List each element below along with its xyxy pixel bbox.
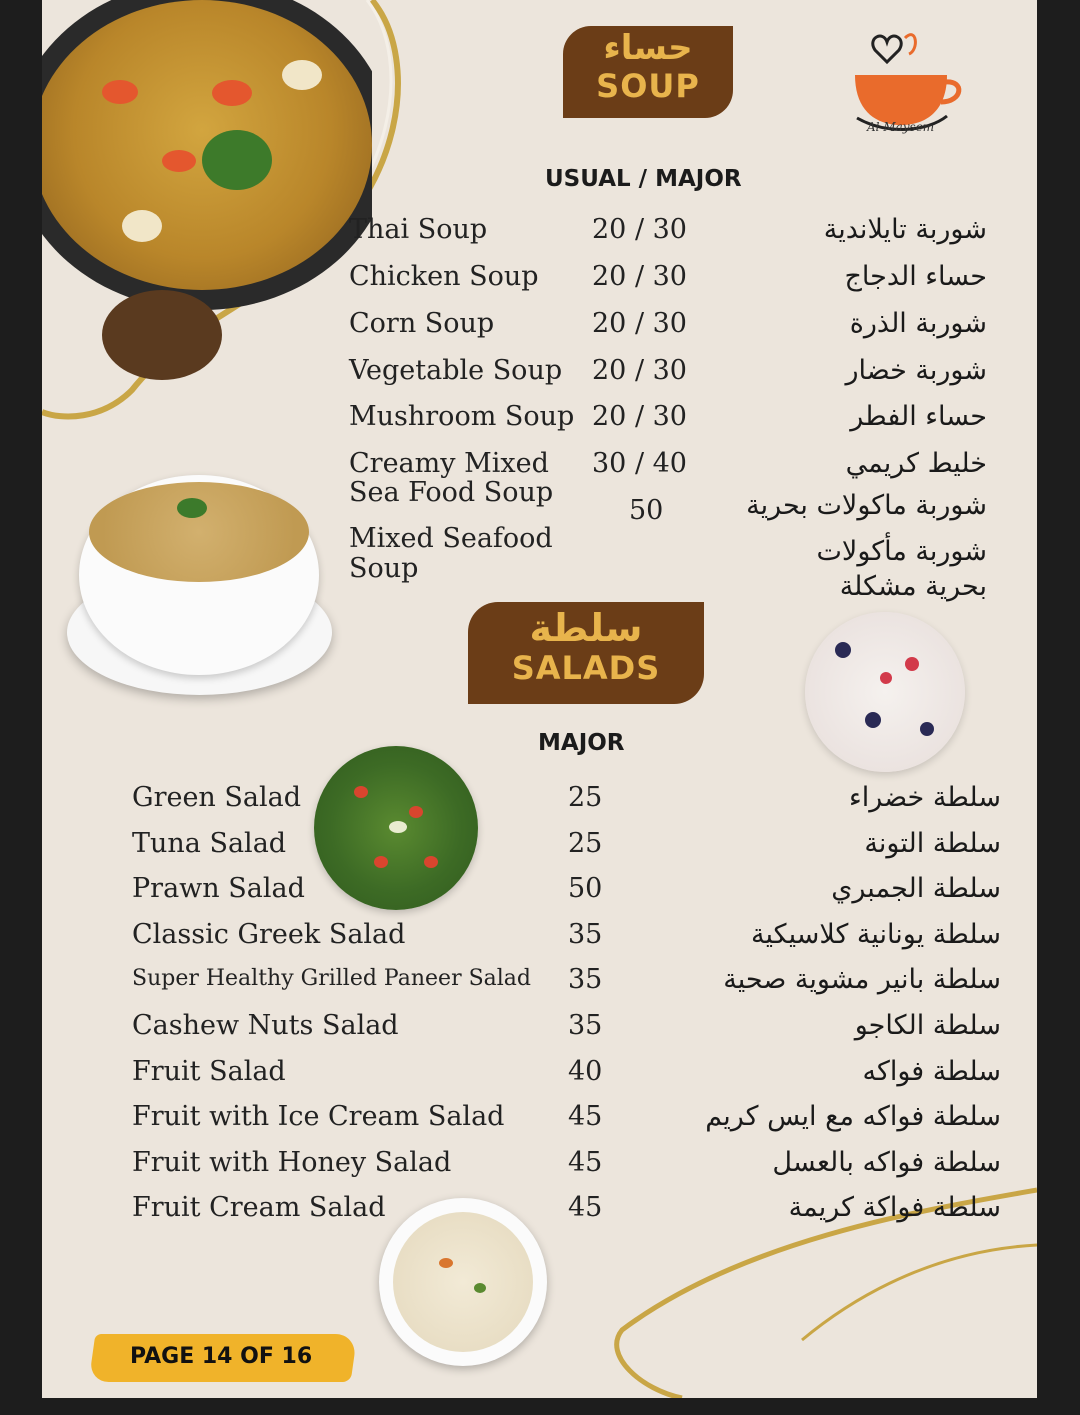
soup-item-name-ar: شوربة خضار [845, 355, 987, 386]
salad-item-price: 45 [568, 1147, 603, 1178]
salads-title-badge [468, 602, 704, 704]
soup-item-name: Creamy Mixed [349, 448, 549, 479]
menu-page [42, 0, 1037, 1398]
soup-item-price: 20 / 30 [592, 214, 687, 245]
brand-name: Al Maysem [867, 120, 935, 134]
salad-item-price: 25 [568, 782, 603, 813]
fruit-bowl-image [805, 612, 965, 772]
salad-item-price: 35 [568, 919, 603, 950]
salad-item-name: Classic Greek Salad [132, 919, 406, 950]
salad-item-name: Super Healthy Grilled Paneer Salad [132, 966, 532, 991]
soup-item-name-ar: شوربة الذرة [849, 308, 987, 339]
salad-item-name-ar: سلطة فواكه بالعسل [772, 1147, 1001, 1178]
salad-item-name: Tuna Salad [132, 828, 287, 859]
soup-item-price: 20 / 30 [592, 308, 687, 339]
soup-item-name: Corn Soup [349, 308, 495, 339]
salad-item-name: Fruit Salad [132, 1056, 286, 1087]
salads-price-header: MAJOR [538, 730, 625, 756]
salad-item-name: Green Salad [132, 782, 302, 813]
soup-item-name-ar: حساء الدجاج [844, 261, 987, 292]
salad-item-name-ar: سلطة التونة [864, 828, 1001, 859]
soup-item-price: 20 / 30 [592, 401, 687, 432]
soup-title-ar: حساء [603, 28, 693, 68]
salad-item-name-ar: سلطة فواكة كريمة [788, 1192, 1001, 1223]
soup-item-name-ar: حساء الفطر [850, 401, 987, 432]
salad-item-name-ar: سلطة فواكه مع ايس كريم [705, 1101, 1001, 1132]
soup-item-price: 50 [629, 495, 664, 526]
soup-item-name: Sea Food Soup [349, 477, 554, 508]
salad-item-name: Cashew Nuts Salad [132, 1010, 399, 1041]
salad-item-name: Fruit with Ice Cream Salad [132, 1101, 505, 1132]
soup-item-name-ar: بحرية مشكلة [839, 571, 987, 602]
salad-item-price: 25 [568, 828, 603, 859]
salad-item-price: 35 [568, 964, 603, 995]
soup-item-name: Thai Soup [349, 214, 488, 245]
brand-logo [847, 20, 967, 145]
green-salad-image [314, 746, 478, 910]
salad-item-name-ar: سلطة الكاجو [854, 1010, 1001, 1041]
salad-item-name: Fruit with Honey Salad [132, 1147, 452, 1178]
soup-item-name-ar: شوربة تايلاندية [823, 214, 987, 245]
salad-item-price: 40 [568, 1056, 603, 1087]
salad-item-name-ar: سلطة خضراء [849, 782, 1001, 813]
soup-item-name-ar: خليط كريمي [845, 448, 987, 479]
soup-item-price: 20 / 30 [592, 261, 687, 292]
salads-title-en: SALADS [511, 649, 661, 687]
salad-item-name-ar: سلطة بانير مشوية صحية [723, 964, 1001, 995]
salad-item-price: 35 [568, 1010, 603, 1041]
salad-item-name: Fruit Cream Salad [132, 1192, 386, 1223]
soup-price-header: USUAL / MAJOR [545, 166, 742, 192]
salad-item-name-ar: سلطة يونانية كلاسيكية [751, 919, 1001, 950]
soup-item-name-ar: شوربة مأكولات [816, 536, 987, 567]
soup-item-name-ar: شوربة ماكولات بحرية [746, 490, 987, 521]
soup-item-name: Mushroom Soup [349, 401, 575, 432]
soup-item-name: Mixed Seafood [349, 523, 553, 554]
soup-item-name: Chicken Soup [349, 261, 539, 292]
soup-bowl-image [42, 0, 372, 395]
soup-plate-image [67, 470, 337, 700]
soup-title-en: SOUP [596, 67, 700, 105]
salad-item-name-ar: سلطة الجمبري [831, 873, 1001, 904]
soup-title-badge [563, 26, 733, 118]
salad-item-price: 45 [568, 1192, 603, 1223]
soup-item-price: 20 / 30 [592, 355, 687, 386]
soup-item-price: 30 / 40 [592, 448, 687, 479]
soup-item-name: Soup [349, 553, 419, 584]
page-label: PAGE 14 OF 16 [130, 1344, 313, 1369]
cream-soup-image [379, 1198, 547, 1366]
salads-title-ar: سلطة [529, 606, 643, 650]
salad-item-name-ar: سلطة فواكه [862, 1056, 1001, 1087]
salad-item-price: 50 [568, 873, 603, 904]
soup-item-name: Vegetable Soup [349, 355, 563, 386]
salad-item-name: Prawn Salad [132, 873, 305, 904]
salad-item-price: 45 [568, 1101, 603, 1132]
